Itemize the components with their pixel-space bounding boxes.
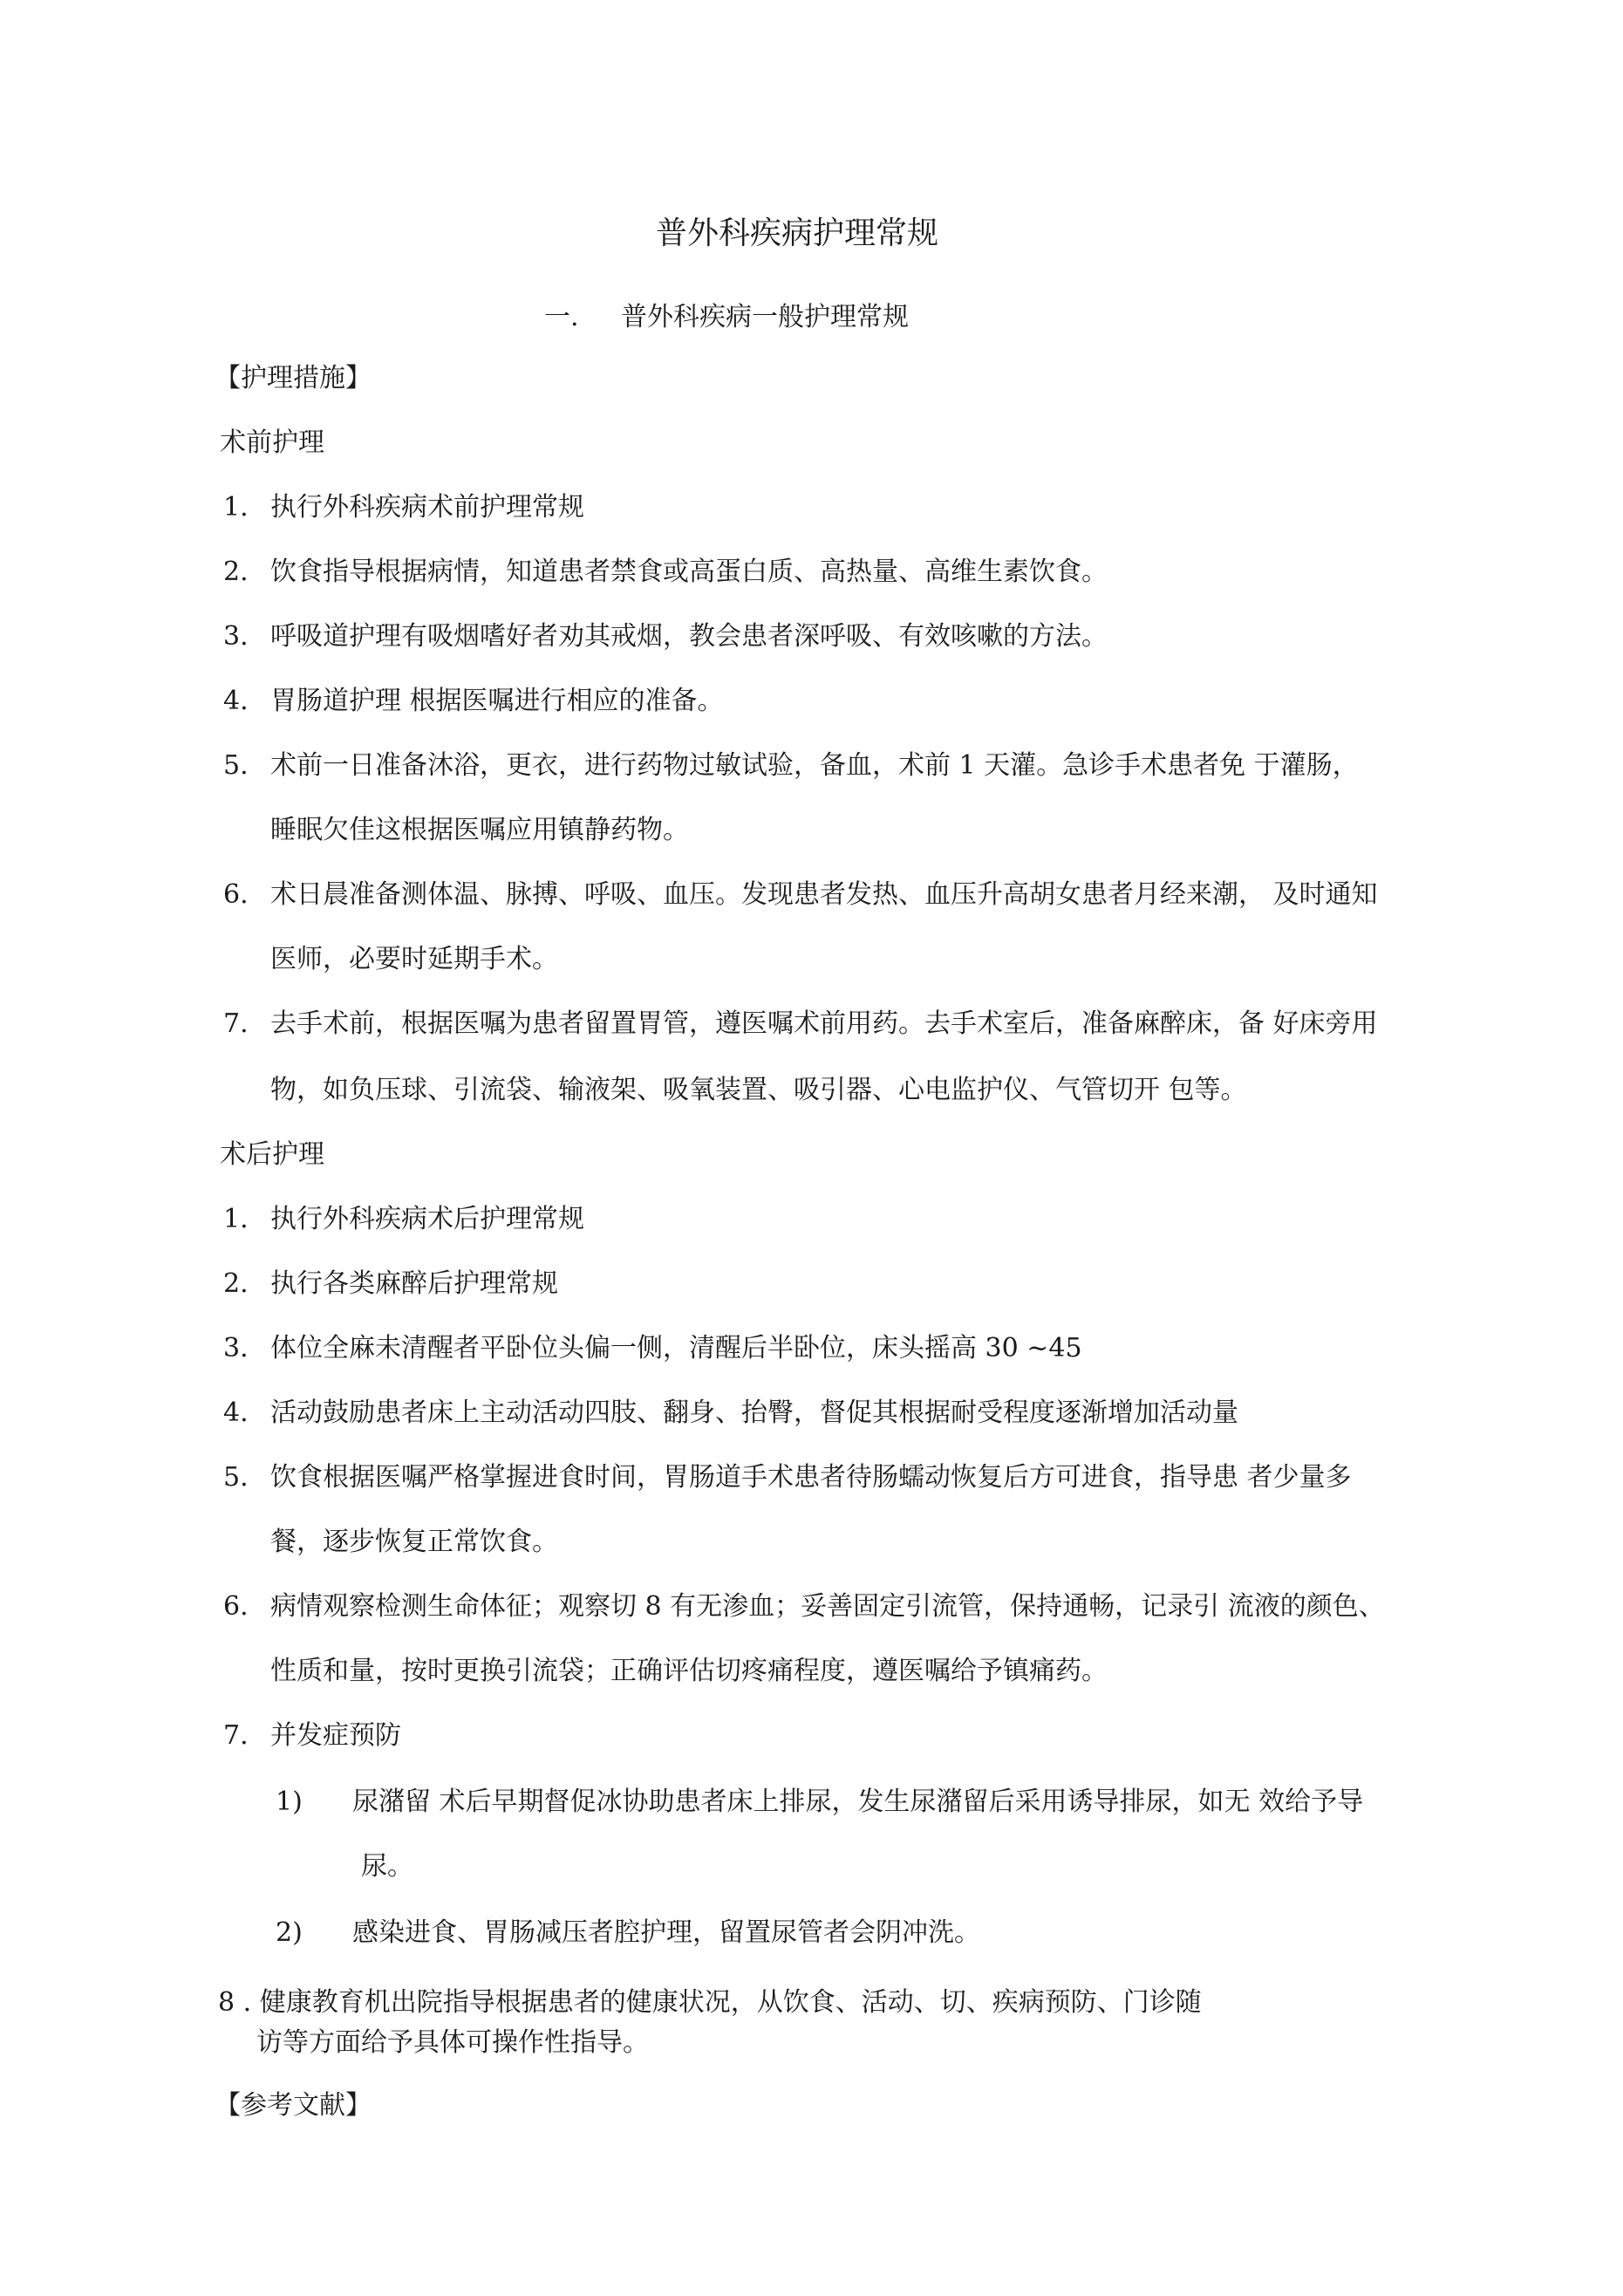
- preop-item-6-num: 6.: [223, 879, 249, 910]
- preop-item-3-text: 呼吸道护理有吸烟嗜好者劝其戒烟，教会患者深呼吸、有效咳嗽的方法。: [270, 621, 1108, 652]
- postop-item-7-text: 并发症预防: [270, 1720, 401, 1751]
- postop-item-6-num: 6.: [223, 1591, 249, 1622]
- preop-item-4-text: 胃肠道护理 根据医嘱进行相应的准备。: [270, 686, 724, 716]
- measures-heading: 【护理措施】: [215, 363, 372, 393]
- postop-item-2-text: 执行各类麻醉后护理常规: [270, 1268, 558, 1299]
- references-heading: 【参考文献】: [215, 2090, 372, 2121]
- postop-subitem-1-cont: 尿。: [361, 1851, 413, 1882]
- section-title: 普外科疾病一般护理常规: [621, 302, 909, 332]
- preop-item-7-num: 7.: [223, 1008, 249, 1039]
- postop-item-8-text: 8 . 健康教育机出院指导根据患者的健康状况，从饮食、活动、切、疾病预防、门诊随: [218, 1987, 1202, 2018]
- preop-item-5-num: 5.: [223, 750, 249, 781]
- preop-item-5-text: 术前一日准备沐浴，更衣，进行药物过敏试验，备血，术前 1 天灌。急诊手术患者免 于灌肠，: [270, 750, 1359, 781]
- preop-item-4-num: 4.: [223, 686, 249, 716]
- preop-item-1-num: 1.: [223, 492, 249, 523]
- preop-item-3-num: 3.: [223, 621, 249, 652]
- postop-item-7-num: 7.: [223, 1720, 249, 1751]
- postop-item-3-text: 体位全麻未清醒者平卧位头偏一侧，清醒后半卧位，床头摇高 30 ~45: [270, 1333, 1082, 1363]
- postop-item-1-num: 1.: [223, 1204, 249, 1234]
- preop-item-6-text: 术日晨准备测体温、脉搏、呼吸、血压。发现患者发热、血压升高胡女患者月经来潮， 及时通知: [270, 879, 1378, 910]
- preop-item-7-text: 去手术前，根据医嘱为患者留置胃管，遵医嘱术前用药。去手术室后，准备麻醉床，备 好床旁用: [270, 1008, 1378, 1039]
- postop-subitem-2-text: 感染进食、胃肠减压者腔护理，留置尿管者会阴冲洗。: [352, 1917, 980, 1948]
- preop-item-7-cont: 物，如负压球、引流袋、输液架、吸氧装置、吸引器、心电监护仪、气管切开 包等。: [270, 1075, 1247, 1105]
- postop-item-6-text: 病情观察检测生命体征；观察切 8 有无渗血；妥善固定引流管，保持通畅，记录引 流液的颜色、: [270, 1591, 1385, 1622]
- section-number: 一.: [544, 302, 579, 332]
- preop-item-2-num: 2.: [223, 557, 249, 587]
- preop-item-5-cont: 睡眠欠佳这根据医嘱应用镇静药物。: [270, 815, 689, 845]
- preop-item-6-cont: 医师，必要时延期手术。: [270, 944, 558, 974]
- document-title: 普外科疾病护理常规: [656, 215, 939, 251]
- postop-subitem-2-num: 2): [276, 1917, 303, 1948]
- postop-item-5-cont: 餐，逐步恢复正常饮食。: [270, 1527, 558, 1557]
- postop-item-1-text: 执行外科疾病术后护理常规: [270, 1204, 584, 1234]
- postop-item-8-cont: 访等方面给予具体可操作性指导。: [256, 2027, 649, 2058]
- preop-heading: 术前护理: [220, 427, 324, 458]
- preop-item-1-text: 执行外科疾病术前护理常规: [270, 492, 584, 523]
- preop-item-2-text: 饮食指导根据病情，知道患者禁食或高蛋白质、高热量、高维生素饮食。: [270, 557, 1108, 587]
- postop-heading: 术后护理: [220, 1139, 324, 1170]
- postop-item-5-num: 5.: [223, 1462, 249, 1493]
- postop-item-2-num: 2.: [223, 1268, 249, 1299]
- postop-subitem-1-text: 尿潴留 术后早期督促冰协助患者床上排尿，发生尿潴留后采用诱导排尿，如无 效给予导: [352, 1787, 1364, 1817]
- postop-item-4-text: 活动鼓励患者床上主动活动四肢、翻身、抬臀，督促其根据耐受程度逐渐增加活动量: [270, 1397, 1238, 1428]
- postop-item-4-num: 4.: [223, 1397, 249, 1428]
- postop-item-6-cont: 性质和量，按时更换引流袋；正确评估切疼痛程度，遵医嘱给予镇痛药。: [270, 1656, 1108, 1686]
- postop-subitem-1-num: 1): [276, 1787, 303, 1817]
- postop-item-3-num: 3.: [223, 1333, 249, 1363]
- postop-item-5-text: 饮食根据医嘱严格掌握进食时间，胃肠道手术患者待肠蠕动恢复后方可进食，指导患 者少量多: [270, 1462, 1352, 1493]
